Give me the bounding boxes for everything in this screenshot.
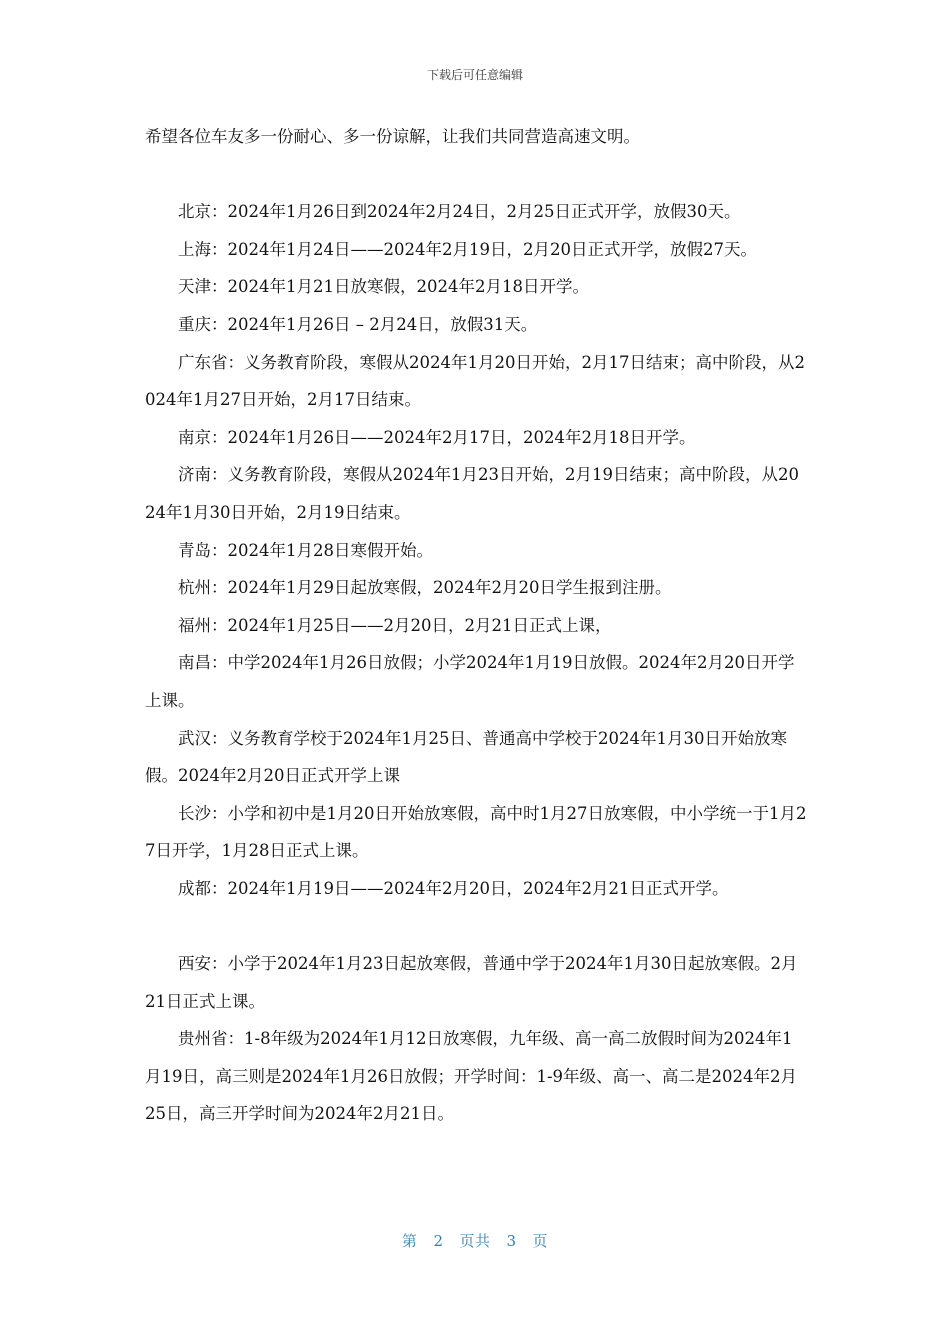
paragraph-qingdao: 青岛：2024年1月28日寒假开始。 bbox=[178, 540, 433, 560]
paragraph-changsha: 长沙：小学和初中是1月20日开始放寒假，高中时1月27日放寒假，中小学统一于1月27日开学，1月28日正式上课。 bbox=[145, 803, 807, 861]
paragraph-shanghai: 上海：2024年1月24日——2024年2月19日，2月20日正式开学，放假27天。 bbox=[178, 239, 757, 259]
paragraph-jinan: 济南：义务教育阶段，寒假从2024年1月23日开始，2月19日结束；高中阶段，从2024年1月30日开始，2月19日结束。 bbox=[145, 465, 799, 522]
paragraph-guizhou: 贵州省：1-8年级为2024年1月12日放寒假，九年级、高一高二放假时间为2024年1月19日，高三则是2024年1月26日放假；开学时间：1-9年级、高一、高二是2024年2月25日，高三开学时间为2024年2月21日。 bbox=[145, 1029, 798, 1124]
page-footer bbox=[0, 1230, 950, 1251]
footer-middle: 页共 bbox=[459, 1232, 491, 1250]
footer-total-pages: 3 bbox=[506, 1232, 517, 1250]
footer-suffix: 页 bbox=[532, 1232, 549, 1250]
paragraph-wuhan: 武汉：义务教育学校于2024年1月25日、普通高中学校于2024年1月30日开始放寒假。2024年2月20日正式开学上课 bbox=[145, 728, 787, 786]
intro-paragraph: 希望各位车友多一份耐心、多一份谅解，让我们共同营造高速文明。 bbox=[145, 127, 640, 146]
footer-prefix: 第 bbox=[401, 1232, 418, 1250]
paragraph-beijing: 北京：2024年1月26日到2024年2月24日，2月25日正式开学，放假30天。 bbox=[178, 202, 741, 222]
paragraph-nanjing: 南京：2024年1月26日——2024年2月17日，2024年2月18日开学。 bbox=[178, 427, 696, 447]
paragraph-chengdu: 成都：2024年1月19日——2024年2月20日，2024年2月21日正式开学。 bbox=[178, 878, 729, 898]
paragraph-chongqing: 重庆：2024年1月26日 – 2月24日，放假31天。 bbox=[178, 314, 538, 334]
paragraph-fuzhou: 福州：2024年1月25日——2月20日，2月21日正式上课， bbox=[178, 615, 612, 635]
document-body bbox=[145, 118, 807, 1133]
paragraph-tianjin: 天津：2024年1月21日放寒假，2024年2月18日开学。 bbox=[178, 277, 589, 297]
paragraph-spacer bbox=[145, 156, 807, 194]
paragraph-xian: 西安：小学于2024年1月23日起放寒假，普通中学于2024年1月30日起放寒假。2月21日正式上课。 bbox=[145, 954, 798, 1011]
page-header: 下载后可任意编辑 bbox=[426, 68, 523, 82]
paragraph-spacer bbox=[145, 907, 807, 945]
paragraph-nanchang: 南昌：中学2024年1月26日放假；小学2024年1月19日放假。2024年2月20日开学上课。 bbox=[145, 653, 795, 710]
paragraph-guangdong: 广东省：义务教育阶段，寒假从2024年1月20日开始，2月17日结束；高中阶段，从2024年1月27日开始，2月17日结束。 bbox=[145, 352, 805, 410]
footer-current-page: 2 bbox=[433, 1232, 444, 1250]
paragraph-hangzhou: 杭州：2024年1月29日起放寒假，2024年2月20日学生报到注册。 bbox=[178, 578, 672, 598]
